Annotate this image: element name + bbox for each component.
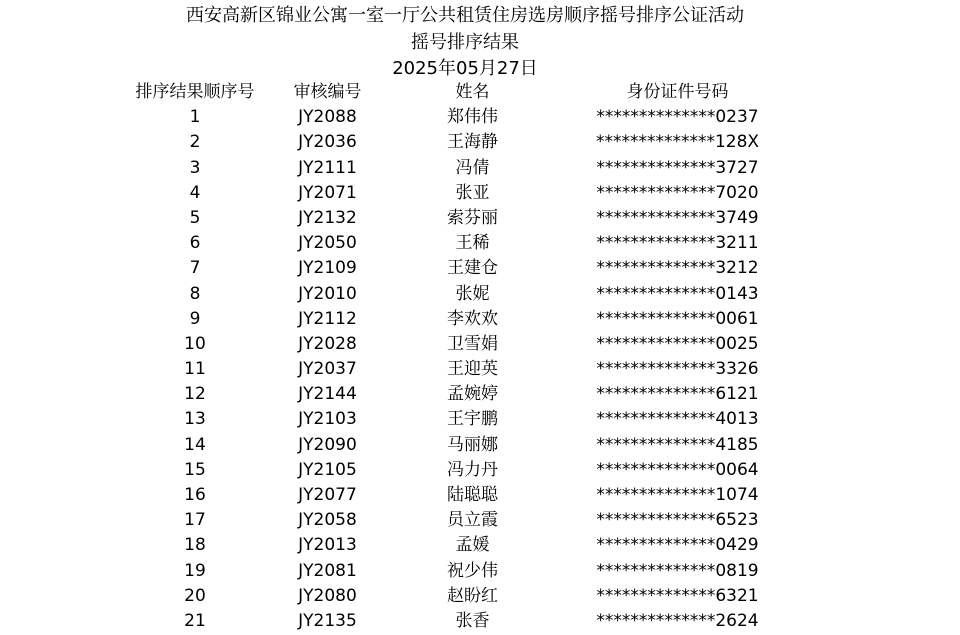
table-row xyxy=(0,105,930,130)
cell-name: 冯倩 xyxy=(455,157,490,178)
cell-id-no: **************0237 xyxy=(596,107,759,128)
table-row xyxy=(0,382,930,407)
table-header-row xyxy=(0,80,930,105)
cell-id-no: **************4013 xyxy=(596,409,759,430)
table-row xyxy=(0,130,930,155)
cell-id-no: **************7020 xyxy=(596,182,759,203)
cell-id-no: **************0061 xyxy=(596,308,759,329)
table-row xyxy=(0,357,930,382)
cell-order: 2 xyxy=(189,132,201,153)
cell-order: 16 xyxy=(184,485,206,505)
table-row xyxy=(0,206,930,231)
cell-review-no: JY2144 xyxy=(298,384,357,405)
cell-review-no: JY2077 xyxy=(298,485,357,505)
cell-order: 1 xyxy=(189,107,201,128)
cell-review-no: JY2088 xyxy=(298,107,357,128)
cell-name: 索芬丽 xyxy=(447,207,498,228)
cell-id-no: **************0819 xyxy=(596,560,759,581)
table-body xyxy=(0,105,930,634)
table-row xyxy=(0,433,930,458)
cell-order: 20 xyxy=(184,585,206,606)
table-row xyxy=(0,483,930,508)
header-id-no: 身份证件号码 xyxy=(626,82,729,102)
cell-name: 赵盼红 xyxy=(447,585,498,606)
cell-id-no: **************3211 xyxy=(596,233,759,254)
table-row xyxy=(0,559,930,584)
cell-name: 王建仓 xyxy=(447,258,498,279)
document-title: 西安高新区锦业公寓一室一厅公共租赁住房选房顺序摇号排序公证活动 xyxy=(186,5,744,26)
table-row xyxy=(0,533,930,558)
cell-review-no: JY2028 xyxy=(298,333,357,354)
cell-review-no: JY2135 xyxy=(298,610,357,631)
cell-order: 15 xyxy=(184,459,206,480)
table-row xyxy=(0,458,930,483)
cell-name: 祝少伟 xyxy=(447,560,498,581)
cell-order: 13 xyxy=(184,409,206,430)
cell-order: 17 xyxy=(184,510,206,531)
cell-name: 孟婉婷 xyxy=(447,384,498,405)
header-order: 排序结果顺序号 xyxy=(135,82,255,102)
table-row xyxy=(0,231,930,256)
cell-name: 孟媛 xyxy=(455,535,490,556)
cell-order: 10 xyxy=(184,333,206,354)
cell-review-no: JY2090 xyxy=(298,434,357,455)
cell-review-no: JY2105 xyxy=(298,459,357,480)
cell-name: 王迎英 xyxy=(447,359,498,380)
cell-review-no: JY2010 xyxy=(298,283,357,304)
cell-order: 9 xyxy=(189,308,201,329)
cell-review-no: JY2036 xyxy=(298,132,357,153)
cell-order: 18 xyxy=(184,535,206,556)
table-row xyxy=(0,332,930,357)
cell-order: 21 xyxy=(184,610,206,631)
cell-review-no: JY2080 xyxy=(298,585,357,606)
cell-id-no: **************0025 xyxy=(596,333,759,354)
cell-order: 5 xyxy=(189,207,201,228)
cell-name: 冯力丹 xyxy=(447,459,498,480)
table-row xyxy=(0,307,930,332)
cell-name: 卫雪娟 xyxy=(447,333,498,354)
table-row xyxy=(0,256,930,281)
document-date: 2025年05月27日 xyxy=(392,58,538,79)
cell-review-no: JY2103 xyxy=(298,409,357,430)
cell-name: 员立霞 xyxy=(447,510,498,531)
cell-id-no: **************2624 xyxy=(596,610,759,631)
cell-id-no: **************0429 xyxy=(596,535,759,556)
cell-name: 郑伟伟 xyxy=(447,107,498,128)
cell-order: 14 xyxy=(184,434,206,455)
cell-name: 王宇鹏 xyxy=(447,409,498,430)
cell-review-no: JY2037 xyxy=(298,359,357,380)
table-row xyxy=(0,407,930,432)
table-row xyxy=(0,156,930,181)
cell-name: 张亚 xyxy=(455,182,490,203)
cell-review-no: JY2132 xyxy=(298,207,357,228)
cell-id-no: **************0064 xyxy=(596,459,759,480)
results-table xyxy=(0,80,930,634)
cell-order: 8 xyxy=(189,283,201,304)
cell-id-no: **************1074 xyxy=(596,485,759,505)
cell-review-no: JY2081 xyxy=(298,560,357,581)
header-name: 姓名 xyxy=(455,82,490,102)
cell-review-no: JY2071 xyxy=(298,182,357,203)
cell-id-no: **************128X xyxy=(595,132,760,153)
cell-id-no: **************4185 xyxy=(596,434,759,455)
cell-name: 王稀 xyxy=(455,233,490,254)
table-row xyxy=(0,584,930,609)
cell-order: 11 xyxy=(184,359,206,380)
cell-name: 张香 xyxy=(455,610,490,631)
document-subtitle: 摇号排序结果 xyxy=(411,32,519,53)
cell-name: 王海静 xyxy=(447,132,498,153)
cell-id-no: **************3727 xyxy=(596,157,759,178)
cell-id-no: **************6321 xyxy=(596,585,759,606)
cell-name: 马丽娜 xyxy=(447,434,498,455)
cell-review-no: JY2058 xyxy=(298,510,357,531)
table-row xyxy=(0,181,930,206)
cell-order: 12 xyxy=(184,384,206,405)
cell-id-no: **************6523 xyxy=(596,510,759,531)
cell-review-no: JY2050 xyxy=(298,233,357,254)
cell-id-no: **************3749 xyxy=(596,207,759,228)
cell-id-no: **************6121 xyxy=(596,384,759,405)
cell-review-no: JY2112 xyxy=(298,308,357,329)
table-row xyxy=(0,609,930,634)
cell-review-no: JY2111 xyxy=(298,157,357,178)
cell-id-no: **************3212 xyxy=(596,258,759,279)
cell-id-no: **************3326 xyxy=(596,359,759,380)
cell-name: 李欢欢 xyxy=(447,308,498,329)
cell-name: 陆聪聪 xyxy=(447,485,498,505)
cell-name: 张妮 xyxy=(455,283,490,304)
cell-id-no: **************0143 xyxy=(596,283,759,304)
cell-review-no: JY2013 xyxy=(298,535,357,556)
cell-order: 4 xyxy=(189,182,201,203)
table-row xyxy=(0,508,930,533)
cell-order: 6 xyxy=(189,233,201,254)
table-row xyxy=(0,282,930,307)
cell-order: 3 xyxy=(189,157,201,178)
cell-review-no: JY2109 xyxy=(298,258,357,279)
cell-order: 7 xyxy=(189,258,201,279)
cell-order: 19 xyxy=(184,560,206,581)
header-review-no: 审核编号 xyxy=(293,82,362,102)
